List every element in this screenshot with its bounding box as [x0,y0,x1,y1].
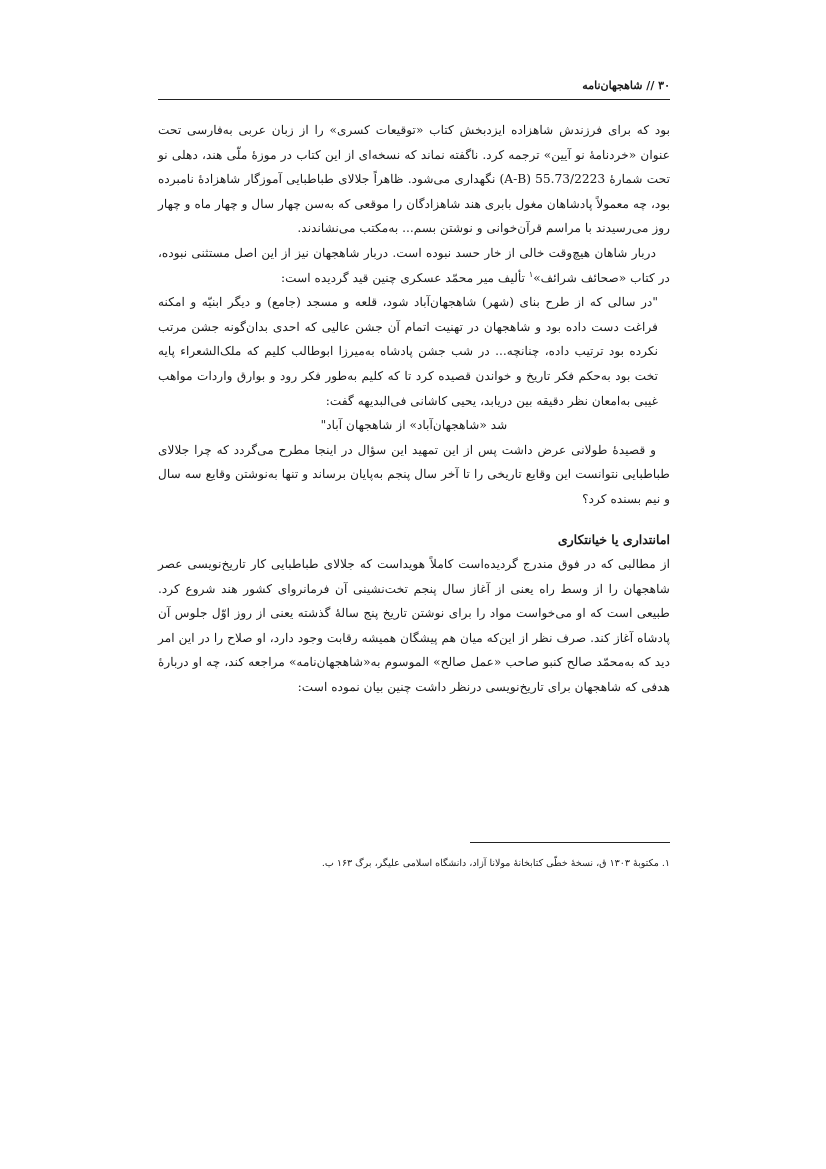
body-text [158,118,670,700]
paragraph-2 [158,241,670,290]
paragraph-4: از مطالبی که در فوق مندرج گردیده‌است کاملاً هویداست که جلالای طباطبایی کار تاریخ‌نویسی عصر شاهجهان را از وسط راه یعنی از آغاز سال پنجم تخت‌نشینی آن فرمانروای کشور هند شروع کرد. طبیعی است که او می‌خواست مواد را برای نوشتن تاریخ پنج سالهٔ گذشته یعنی از روز اوّل جلوس آن پادشاه آغاز کند. صرف نظر از این‌که میان هم پیشگان همیشه رقابت وجود دارد، او صلاح را در این امر دید که به‌محمّد صالح کنبو صاحب «عمل صالح» الموسوم به«شاهجهان‌نامه» مراجعه کند، چه او دربارهٔ هدفی که شاهجهان برای تاریخ‌نویسی درنظر داشت چنین بیان نموده است: [158,557,670,695]
footnote: ۱. مکتوبهٔ ۱۳۰۳ ق، نسخهٔ خطّی کتابخانهٔ مولانا آزاد، دانشگاه اسلامی علیگر، برگ ۱۶۳ ب. [321,858,670,869]
header-rule [158,99,670,100]
block-quote: "در سالی که از طرح بنای (شهر) شاهجهان‌آباد شود، قلعه و مسجد (جامع) و دیگر ابنیّه و امکنه فراغت دست داده بود و شاهجهان در تهنیت اتمام آن جشن عالیی که احدی بدان‌گونه جشن مرتب نکرده بود ترتیب داده، چنانچه... در شب جشن پادشاه به‌میرزا ابوطالب کلیم که ملک‌الشعراء پایه تخت بود به‌حکم فکر تاریخ و خواندن قصیده کرد تا که کلیم به‌طور فکر رود و بوارق واردات مواهب غیبی به‌امعان نظر دقیقه بین دریابد، یحیی کاشانی فی‌البدیهه گفت: [158,295,658,408]
paragraph-3: و قصیدهٔ طولانی عرض داشت پس از این تمهید این سؤال در اینجا مطرح می‌گردد که چرا جلالای طباطبایی نتوانست این وقایع تاریخی را تا آخر سال پنجم به‌پایان برساند و تنها به‌نوشتن وقایع سه سال و نیم بسنده کرد؟ [158,442,670,506]
block-quote-verse: شد «شاهجهان‌آباد» از شاهجهان آباد" [320,418,508,433]
paragraph-2-tail: تألیف میر محمّد عسکری چنین قید گردیده است: [281,270,529,285]
footnote-rule [470,842,670,843]
page [158,76,670,869]
paragraph-2-main: دربار شاهان هیچ‌وقت خالی از خار حسد نبوده است. دربار شاهجهان نیز از این اصل مستثنی نبوده، در کتاب «صحائف شرائف» [158,245,670,285]
running-head: ۳۰ // شاهجهان‌نامه [582,79,670,92]
footnote-ref: ۱ [528,269,534,279]
paragraph-1: بود که برای فرزندش شاهزاده ایزدبخش کتاب «توقیعات کسری» را از زبان عربی به‌فارسی تحت عنوان «خردنامهٔ نو آیین» ترجمه کرد. ناگفته نماند که نسخه‌ای از این کتاب در موزهٔ ملّی هند، دهلی نو تحت شمارهٔ 55.73/2223 (A-B) نگهداری می‌شود. ظاهراً جلالای طباطبایی آموزگار شاهزادهٔ نامبرده بود، چه معمولاً پادشاهان مغول بابری هند شاهزادگان را موقعی که به‌سن چهار سال و چهار ماه و چهار روز می‌رسیدند با مراسم قرآن‌خوانی و نوشتن بسم... به‌مکتب می‌نشاندند. [158,123,670,236]
section-heading: امانتداری یا خیانتکاری [557,531,670,547]
